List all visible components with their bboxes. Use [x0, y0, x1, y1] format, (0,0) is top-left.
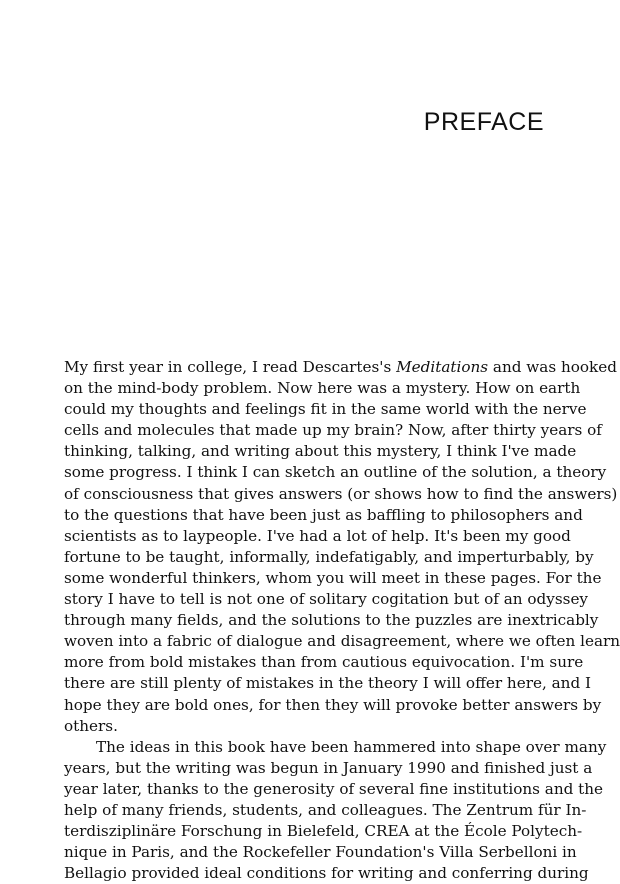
book-title: Meditations: [396, 358, 489, 376]
page-title: PREFACE: [423, 108, 544, 136]
text-line-part: and was hooked: [488, 358, 617, 376]
text-line: some wonderful thinkers, whom you will meet in these pages. For the: [64, 568, 602, 587]
text-line: could my thoughts and feelings fit in the same world with the nerve: [64, 400, 587, 419]
text-line: others.: [64, 716, 118, 735]
text-line: on the mind-body problem. Now here was a mystery. How on earth: [64, 379, 581, 398]
text-line: The ideas in this book have been hammered into shape over many: [96, 737, 607, 756]
text-line: thinking, talking, and writing about this mystery, I think I've made: [64, 442, 577, 461]
text-line: of consciousness that gives answers (or shows how to find the answers): [64, 484, 618, 503]
paragraph-1: [64, 357, 620, 737]
text-line: some progress. I think I can sketch an outline of the solution, a theory: [64, 463, 607, 482]
text-line: through many fields, and the solutions to the puzzles are inextricably: [64, 611, 599, 630]
text-line: hope they are bold ones, for then they will provoke better answers by: [64, 695, 602, 714]
text-line: years, but the writing was begun in January 1990 and finished just a: [64, 758, 593, 777]
text-line: nique in Paris, and the Rockefeller Foundation's Villa Serbelloni in: [64, 843, 577, 862]
text-line: year later, thanks to the generosity of several fine institutions and the: [64, 779, 604, 798]
text-line: terdisziplinäre Forschung in Bielefeld, CREA at the École Polytech-: [64, 822, 583, 841]
text-line: help of many friends, students, and colleagues. The Zentrum für In-: [64, 800, 587, 819]
text-line: [64, 357, 617, 378]
text-line: there are still plenty of mistakes in the theory I will offer here, and I: [64, 674, 591, 693]
text-line: woven into a fabric of dialogue and disagreement, where we often learn: [64, 632, 620, 651]
text-line: Bellagio provided ideal conditions for writing and conferring during: [64, 864, 589, 883]
text-line: more from bold mistakes than from cautious equivocation. I'm sure: [64, 653, 584, 672]
text-line: scientists as to laypeople. I've had a lot of help. It's been my good: [64, 526, 571, 545]
text-line: to the questions that have been just as baffling to philosophers and: [64, 505, 583, 524]
text-line: cells and molecules that made up my brain? Now, after thirty years of: [64, 421, 602, 440]
text-line: story I have to tell is not one of solitary cogitation but of an odyssey: [64, 590, 589, 609]
paragraph-2: [64, 737, 607, 884]
text-line: fortune to be taught, informally, indefatigably, and imperturbably, by: [64, 547, 594, 566]
text-line-part: My first year in college, I read Descartes's: [64, 358, 397, 376]
body-text: [64, 357, 620, 884]
